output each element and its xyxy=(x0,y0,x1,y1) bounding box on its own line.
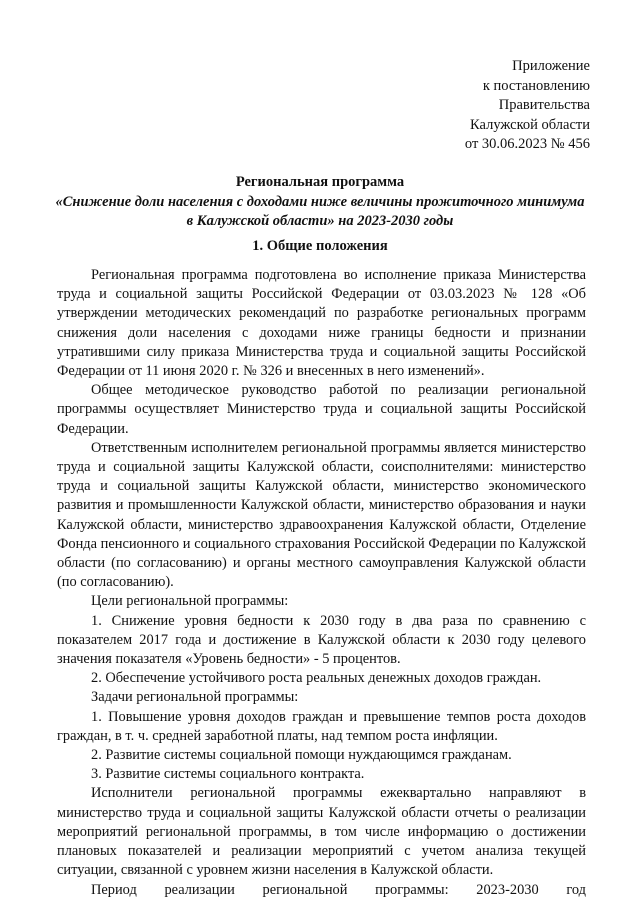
paragraph: Исполнители региональной программы ежеквартально направляют в министерство труда и социальной защиты Калужской области отчеты о реализации мероприятий региональной программы, в том числе информацию о достижении плановых показателей и реализации мероприятий с учетом анализа текущей ситуации, связанной с уровнем жизни населения в Калужской области. xyxy=(57,785,586,879)
paragraph: 2. Обеспечение устойчивого роста реальных денежных доходов граждан. xyxy=(91,670,542,687)
paragraph: Региональная программа подготовлена во исполнение приказа Министерства труда и социальной защиты Российской Федерации от 03.03.2023 № 128 «Об утверждении методических рекомендаций по разработке региональных программ снижения доли населения с доходами ниже границы бедности и признании утратившими силу приказа Министерства труда и социальной защиты Российской Федерации от 11 июня 2020 г. № 326 и внесенных в него изменений». xyxy=(57,267,586,380)
appendix-line: Калужской области xyxy=(470,116,590,133)
paragraph: 1. Снижение уровня бедности к 2030 году в два раза по сравнению с показателем 2017 года и достижение в Калужской области к 2030 году целевого значения показателя «Уровень бедности» - 5 процентов. xyxy=(57,612,586,668)
paragraph: Задачи региональной программы: xyxy=(91,689,299,706)
paragraph: Общее методическое руководство работой по реализации региональной программы осуществляет Министерство труда и социальной защиты Российской Федерации. xyxy=(57,382,586,437)
paragraph: 3. Развитие системы социального контракта. xyxy=(91,766,365,783)
appendix-line: от 30.06.2023 № 456 xyxy=(464,136,590,152)
title-line-3: в Калужской области» на 2023-2030 годы xyxy=(186,213,454,229)
paragraph: Цели региональной программы: xyxy=(91,593,289,610)
appendix-block xyxy=(465,57,590,155)
program-title xyxy=(40,173,600,232)
section-heading: 1. Общие положения xyxy=(252,238,388,254)
document-body xyxy=(57,266,586,900)
paragraph: 1. Повышение уровня доходов граждан и превышение темпов роста доходов граждан, в т. ч. средней заработной платы, над темпом роста инфляции. xyxy=(57,708,586,744)
title-line-2: «Снижение доли населения с доходами ниже величины прожиточного минимума xyxy=(55,193,585,210)
paragraph: 2. Развитие системы социальной помощи нуждающимся гражданам. xyxy=(91,747,512,764)
appendix-line: Правительства xyxy=(498,97,590,113)
title-line-1: Региональная программа xyxy=(235,174,405,190)
appendix-line: к постановлению xyxy=(482,77,590,94)
paragraph: Ответственным исполнителем региональной программы является министерство труда и социальной защиты Калужской области, соисполнителями: министерство труда и социальной защиты Калужской области, министерство экономического развития и промышленности Калужской области, министерство образования и науки Калужской области, министерство здравоохранения Калужской области, Отделение Фонда пенсионного и социального страхования Российской Федерации по Калужской области (по согласованию) и органы местного самоуправления Калужской области (по согласованию). xyxy=(57,439,586,591)
paragraph: Период реализации региональной программы: 2023-2030 год xyxy=(91,881,586,898)
appendix-line: Приложение xyxy=(512,58,590,74)
